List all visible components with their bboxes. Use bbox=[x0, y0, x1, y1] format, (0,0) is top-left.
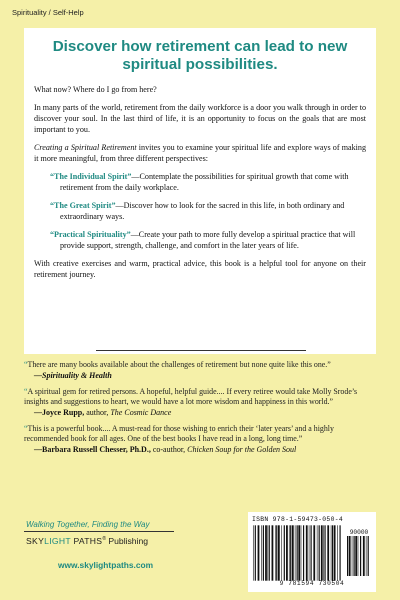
isbn-line bbox=[252, 516, 372, 523]
barcode-bar bbox=[253, 525, 254, 580]
barcode-bar bbox=[290, 525, 291, 580]
barcode-bar bbox=[255, 525, 256, 580]
barcode-bar bbox=[263, 525, 264, 580]
divider bbox=[96, 350, 306, 351]
perspective-title: “Practical Spirituality” bbox=[50, 230, 131, 239]
perspective-title: “The Individual Spirit” bbox=[50, 172, 132, 181]
isbn-text: ISBN 978-1-59473-050-4 bbox=[252, 516, 343, 523]
barcode-bar bbox=[327, 525, 329, 580]
price-barcode bbox=[346, 536, 372, 576]
perspective-text: —Discover how to look for the sacred in this life, in both ordinary and extraordinary ways. bbox=[60, 201, 345, 221]
perspective-text: —Create your path to more fully develop a spiritual practice that will provide support, strength, challenge, and comfort in the later years of life. bbox=[60, 230, 356, 250]
barcode-bar bbox=[317, 525, 318, 580]
barcode-bar bbox=[281, 525, 282, 580]
barcode-bar bbox=[313, 525, 315, 580]
open-quote-mark: “ bbox=[24, 360, 28, 369]
publisher-website: www.skylightpaths.com bbox=[58, 560, 154, 570]
barcode-bar bbox=[319, 525, 320, 580]
perspective-text: —Contemplate the possibilities for spiritual growth that come with retirement from the daily workplace. bbox=[60, 172, 349, 192]
barcode-bar bbox=[358, 536, 359, 576]
endorsements bbox=[24, 360, 376, 461]
barcode-row bbox=[252, 523, 372, 581]
endorsement-source: —Barbara Russell Chesser, Ph.D., co-author, Chicken Soup for the Golden Soul bbox=[34, 445, 297, 454]
barcode-bar bbox=[349, 536, 351, 576]
barcode-bar bbox=[355, 536, 357, 576]
barcode-bar bbox=[303, 525, 304, 580]
closing-paragraph: With creative exercises and warm, practical advice, this book is a helpful tool for anyone on their retirement journey. bbox=[34, 259, 366, 279]
barcode-bar bbox=[334, 525, 336, 580]
barcode-bar bbox=[272, 525, 274, 580]
barcode-bar bbox=[276, 525, 277, 580]
barcode-bar bbox=[354, 536, 355, 576]
intro-perspectives bbox=[34, 142, 366, 164]
barcode-bar bbox=[258, 525, 260, 580]
barcode-bar bbox=[360, 536, 361, 576]
barcode-bar bbox=[275, 525, 276, 580]
open-quote-mark: “ bbox=[24, 424, 28, 433]
endorsement-source: —Spirituality & Health bbox=[34, 371, 112, 380]
publisher-block bbox=[24, 520, 224, 570]
barcode-bar bbox=[297, 525, 298, 580]
open-quote-mark: “ bbox=[24, 387, 28, 396]
barcode-bar bbox=[292, 525, 294, 580]
perspective-item bbox=[34, 171, 366, 193]
isbn-barcode-block bbox=[248, 512, 376, 592]
barcode-bar bbox=[261, 525, 262, 580]
category-label: Spirituality / Self-Help bbox=[12, 8, 84, 17]
barcode-bar bbox=[265, 525, 267, 580]
perspective-title: “The Great Spirit” bbox=[50, 201, 116, 210]
barcode-bar bbox=[269, 525, 270, 580]
barcode-bar bbox=[337, 525, 338, 580]
barcode-bar bbox=[311, 525, 312, 580]
publisher-logo: SKYLIGHT PATHS® Publishing bbox=[26, 536, 149, 546]
barcode-bar bbox=[366, 536, 367, 576]
barcode-bar bbox=[286, 525, 288, 580]
tagline-divider bbox=[24, 531, 174, 532]
barcode-bar bbox=[301, 525, 302, 580]
barcode-bar bbox=[298, 525, 300, 580]
endorsement-quote: “This is a powerful book.... A must-read for those wishing to enrich their ‘later years’ and a highly recommended book for all ages. One of the best books I have read in a long, long time.” bbox=[24, 424, 334, 443]
endorsement-source: —Joyce Rupp, author, The Cosmic Dance bbox=[34, 408, 172, 417]
barcode-bar bbox=[267, 525, 268, 580]
intro-perspectives-text: invites you to examine your spiritual life and explore ways of making it more meaningful, from three different perspectives: bbox=[34, 143, 366, 163]
barcode-bar bbox=[324, 525, 325, 580]
endorsement-quote: “There are many books available about the challenges of retirement but none quite like this one.” bbox=[24, 360, 331, 369]
publisher-tagline: Walking Together, Finding the Way bbox=[26, 520, 150, 529]
isbn-barcode bbox=[252, 525, 343, 581]
intro-question: What now? Where do I go from here? bbox=[34, 85, 157, 94]
barcode-bar bbox=[278, 525, 280, 580]
price-barcode-wrap bbox=[346, 529, 372, 581]
barcode-bar bbox=[332, 525, 333, 580]
book-title: Creating a Spiritual Retirement bbox=[34, 143, 137, 152]
perspective-item bbox=[34, 200, 366, 222]
perspective-item bbox=[34, 229, 366, 251]
barcode-bar bbox=[309, 525, 310, 580]
barcode-bar bbox=[284, 525, 285, 580]
barcode-bar bbox=[321, 525, 323, 580]
barcode-number: 9 781594 730504 bbox=[279, 580, 345, 587]
description-panel bbox=[24, 28, 376, 354]
barcode-bar bbox=[352, 536, 353, 576]
barcode-bar bbox=[339, 525, 340, 580]
barcode-bar bbox=[347, 536, 348, 576]
barcode-bar bbox=[368, 536, 369, 576]
barcode-bar bbox=[306, 525, 308, 580]
price-code: 90000 bbox=[349, 529, 369, 536]
barcode-bar bbox=[331, 525, 332, 580]
headline: Discover how retirement can lead to new spiritual possibilities. bbox=[52, 38, 348, 73]
endorsement-quote: “A spiritual gem for retired persons. A hopeful, helpful guide.... If every retiree would take Molly Srode’s insights and suggestions to heart, we would have a lot more wisdom and happiness in this world.” bbox=[24, 387, 358, 406]
barcode-bar bbox=[323, 525, 324, 580]
barcode-bar bbox=[289, 525, 290, 580]
barcode-bar bbox=[295, 525, 296, 580]
barcode-bar bbox=[363, 536, 365, 576]
intro-paragraph: In many parts of the world, retirement from the daily workforce is a door you walk through in order to discover your soul. In the last third of life, it is an opportunity to focus on the goals that are most important to you. bbox=[34, 103, 366, 134]
